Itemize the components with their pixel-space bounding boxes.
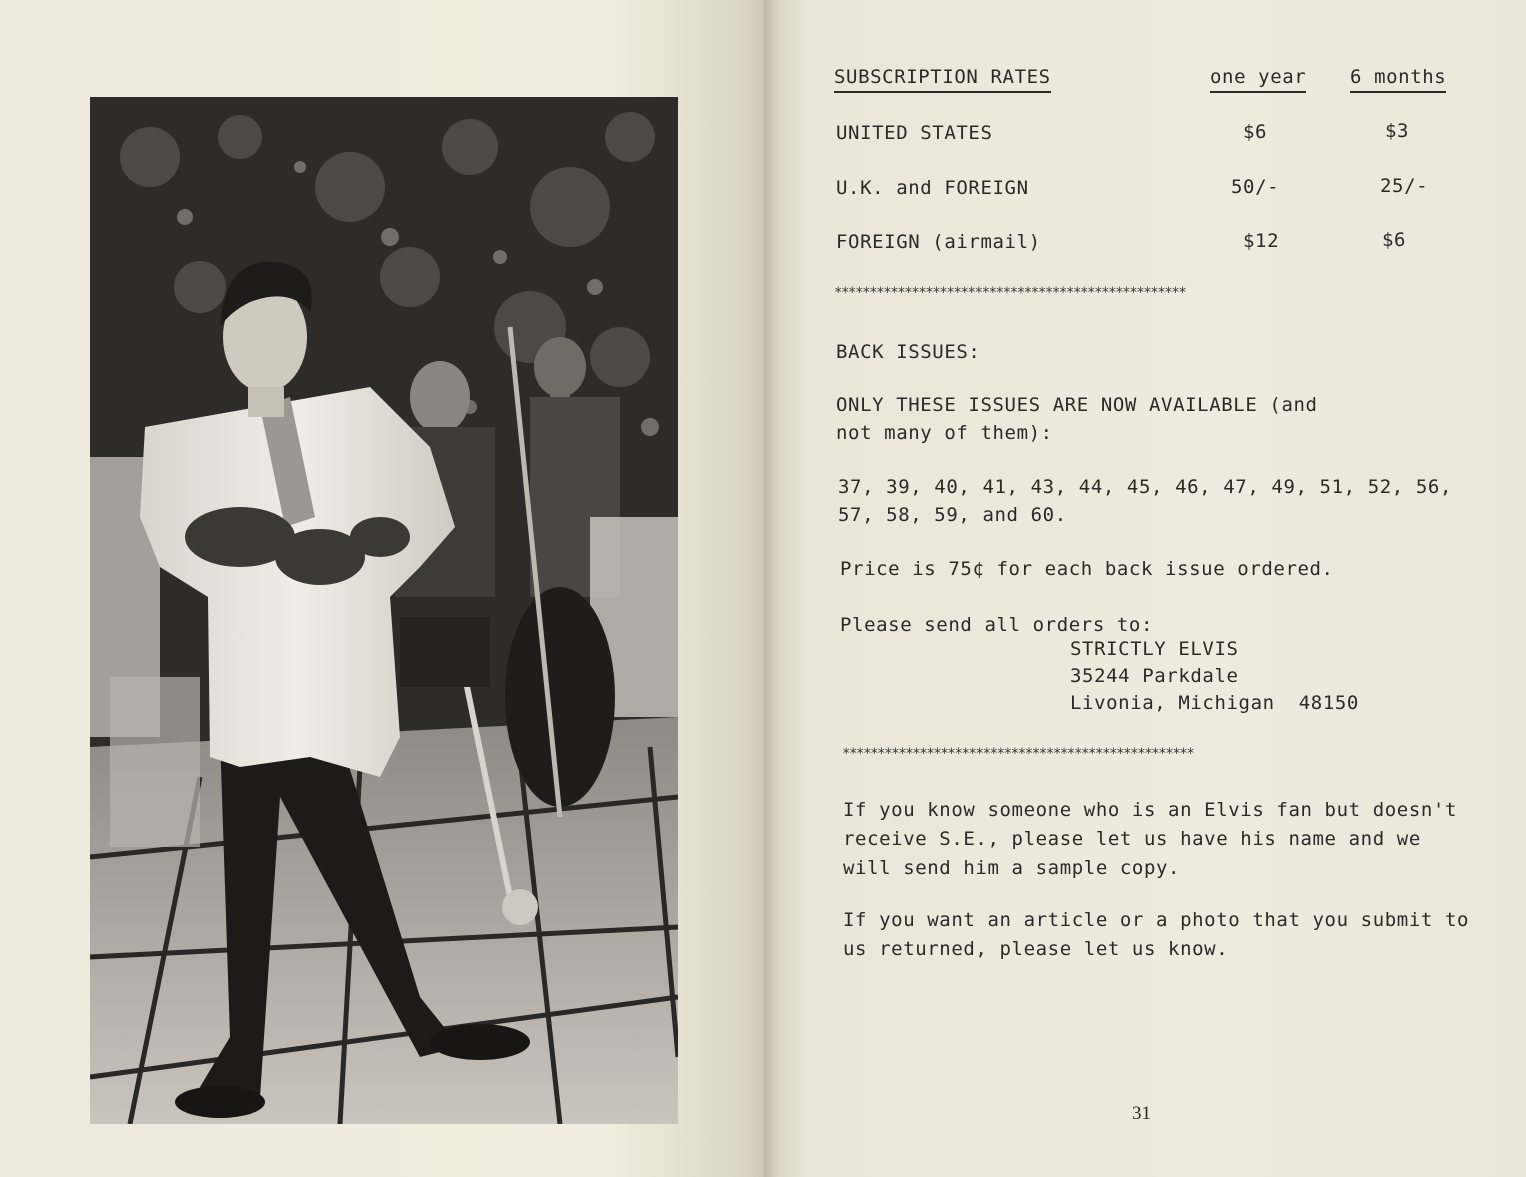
rate-row-one-year: 50/-: [1231, 176, 1280, 198]
rate-row-region: U.K. and FOREIGN: [836, 177, 1029, 199]
back-issues-intro-line: not many of them):: [836, 422, 1053, 444]
fan-note-line: will send him a sample copy.: [843, 857, 1181, 879]
rate-row-six-months: $3: [1385, 120, 1410, 142]
address-street: 35244 Parkdale: [1070, 665, 1239, 687]
rate-row-one-year: $12: [1243, 230, 1280, 252]
address-name: STRICTLY ELVIS: [1070, 638, 1239, 660]
rate-row-region: FOREIGN (airmail): [836, 231, 1041, 253]
rate-row-region: UNITED STATES: [836, 122, 993, 144]
rate-row-one-year: $6: [1243, 121, 1268, 143]
orders-label: Please send all orders to:: [840, 614, 1154, 636]
col-six-months: 6 months: [1350, 66, 1446, 93]
back-issues-list-line: 37, 39, 40, 41, 43, 44, 45, 46, 47, 49, 51, 52, 56,: [838, 476, 1452, 498]
rate-row-six-months: 25/-: [1380, 175, 1429, 197]
separator-stars: **************************************************: [842, 746, 1194, 762]
address-city: Livonia, Michigan 48150: [1070, 692, 1359, 714]
subscription-heading: SUBSCRIPTION RATES: [834, 66, 1051, 93]
fan-note-line: receive S.E., please let us have his name and we: [843, 828, 1421, 850]
separator-stars: **************************************************: [834, 285, 1186, 301]
fan-note-line: If you know someone who is an Elvis fan but doesn't: [843, 799, 1457, 821]
return-note-line: us returned, please let us know.: [843, 938, 1229, 960]
return-note-line: If you want an article or a photo that you submit to: [843, 909, 1470, 931]
back-issues-intro-line: ONLY THESE ISSUES ARE NOW AVAILABLE (and: [836, 394, 1318, 416]
back-issues-heading: BACK ISSUES:: [836, 341, 981, 363]
rate-row-six-months: $6: [1382, 229, 1407, 251]
elvis-performance-photo: [90, 97, 678, 1124]
back-issues-price: Price is 75¢ for each back issue ordered.: [840, 558, 1334, 580]
back-issues-list-line: 57, 58, 59, and 60.: [838, 504, 1067, 526]
col-one-year: one year: [1210, 66, 1306, 93]
page-number: 31: [1132, 1103, 1151, 1124]
